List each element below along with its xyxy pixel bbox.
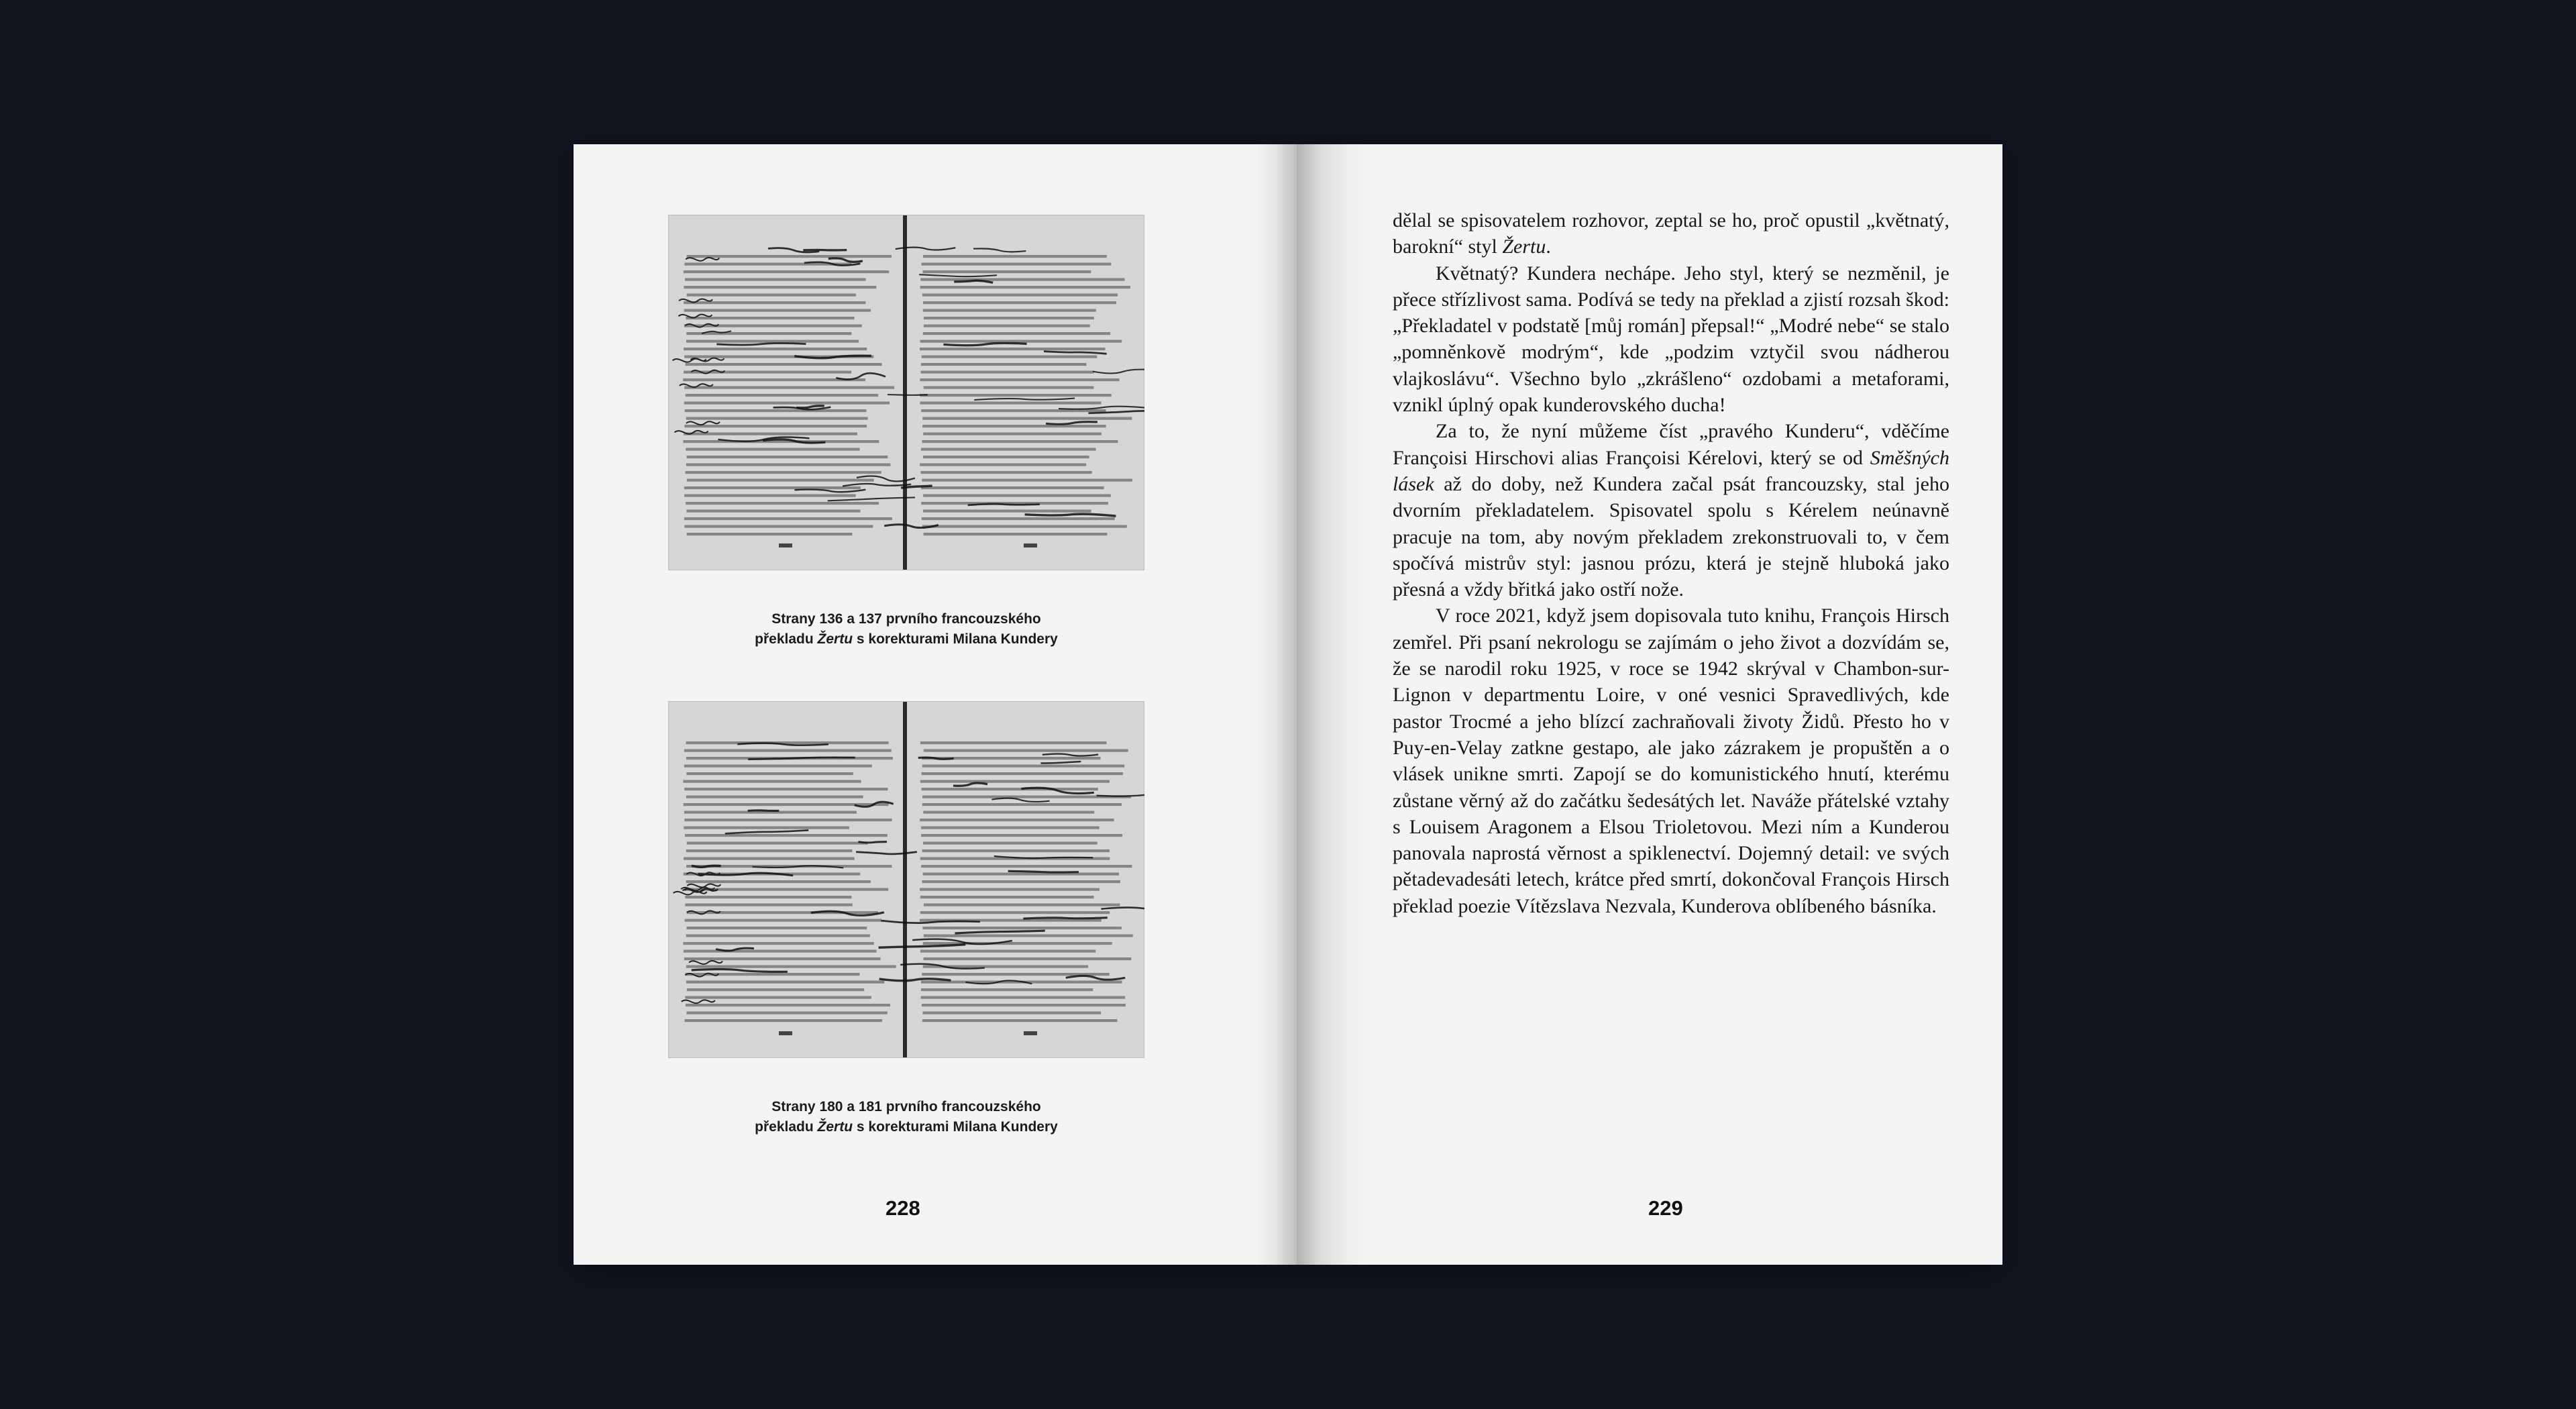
paragraph-2: Květnatý? Kundera nechápe. Jeho styl, který se nezměnil, je přece střízlivost sama. Podívá se tedy na překlad a zjistí rozsah škod: „Překladatel v podstatě [můj román] přepsal!“ „Modré nebe“ se stalo „pomněnkově modrým“, kde „podzim vztyčil svou nádherou vlajkoslávu“. Všechno bylo „zkrášleno“ ozdobami a metaforami, vznikl úplný opak kunderovského ducha! (1393, 262, 1949, 417)
gutter-shadow-left (1256, 144, 1297, 1265)
gutter-shadow-right (1297, 144, 1371, 1265)
manuscript-image-1 (668, 215, 1144, 570)
figure-caption-2 (668, 1097, 1144, 1137)
figure-caption-1 (668, 609, 1144, 649)
paragraph-1: dělal se spisovatelem rozhovor, zeptal se ho, proč opustil „květnatý, barokní“ styl Žertu. (1393, 209, 1949, 258)
caption-1-line-2: překladu Žertu s korekturami Milana Kundery (755, 631, 1058, 647)
body-text (1393, 207, 1949, 919)
open-book (574, 144, 2002, 1265)
paragraph-4: V roce 2021, když jsem dopisovala tuto knihu, François Hirsch zemřel. Při psaní nekrologu se zajímám o jeho život a dozvídám se, že se narodil roku 1925, v roce se 1942 skrýval v Chambon-sur-Lignon v departmentu Loire, v oné vesnici Spravedlivých, kde pastor Trocmé a jeho blízcí zachraňovali životy Židů. Přesto ho v Puy-en-Velay zatkne gestapo, ale jako zázrakem je propuštěn a o vlásek unikne smrti. Zapojí se do komunistického hnutí, kterému zůstane věrný až do začátku šedesátých let. Naváže přátelské vztahy s Louisem Aragonem a Elsou Trioletovou. Mezi ním a Kunderou panovala naprostá věrnost a spiklenectví. Dojemný detail: ve svých pětadevadesáti letech, krátce před smrtí, dokončoval François Hirsch překlad poezie Vítězslava Nezvala, Kunderova oblíbeného básníka. (1393, 605, 1949, 917)
left-page (574, 144, 1297, 1265)
page-number-left: 228 (885, 1196, 920, 1220)
manuscript-scan-136-137 (668, 215, 1144, 570)
caption-2-line-1: Strany 180 a 181 prvního francouzského (771, 1099, 1041, 1114)
right-page (1297, 144, 2002, 1265)
page-number-right: 229 (1648, 1196, 1683, 1220)
caption-2-line-2: překladu Žertu s korekturami Milana Kundery (755, 1119, 1058, 1135)
caption-1-line-1: Strany 136 a 137 prvního francouzského (771, 611, 1041, 627)
manuscript-image-2 (668, 701, 1144, 1058)
manuscript-scan-180-181 (668, 701, 1144, 1058)
paragraph-3: Za to, že nyní můžeme číst „pravého Kunderu“, vděčíme Françoisi Hirschovi alias Françoisi Kérelovi, který se od Směšných lásek až do doby, než Kundera začal psát francouzsky, stal jeho dvorním překladatelem. Spisovatel spolu s Kérelem neúnavně pracuje na tom, aby novým překladem zrekonstruovali to, v čem spočívá mistrův styl: jasnou prózu, která je stejně hluboká jako přesná a vždy břitká jako ostří nože. (1393, 420, 1949, 601)
